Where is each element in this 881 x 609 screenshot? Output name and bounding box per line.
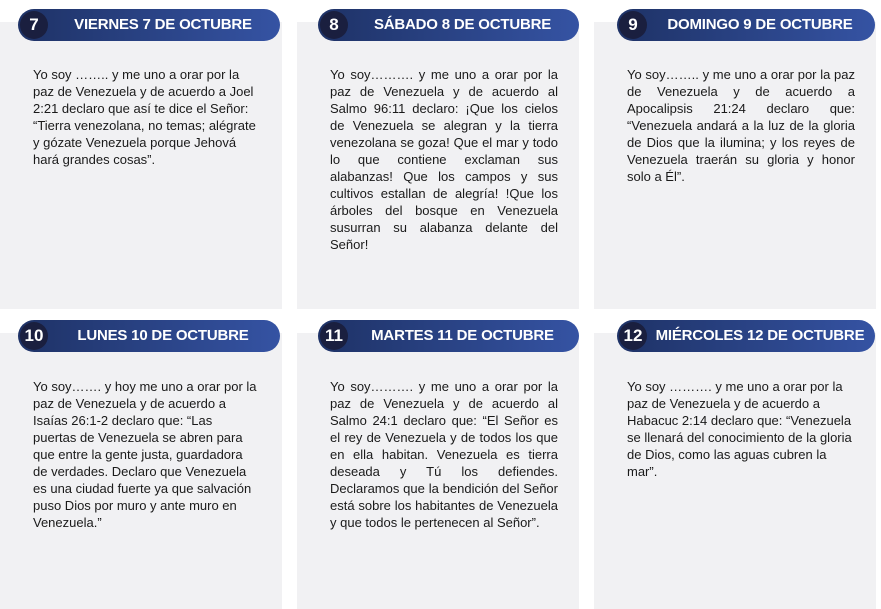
day-number-badge: 7 <box>20 11 48 39</box>
day-prayer-text-12: Yo soy ………. y me uno a orar por la paz de Venezuela y de acuerdo a Habacuc 2:14 declaro que: “Venezuela se llenará del conocimiento de la gloria de Dios, como las aguas cubren la mar”. <box>627 379 852 479</box>
day-title: LUNES 10 DE OCTUBRE <box>77 327 249 344</box>
day-number-badge: 9 <box>619 11 647 39</box>
day-prayer-text-8: Yo soy………. y me uno a orar por la paz de Venezuela y de acuerdo al Salmo 96:11 declaro: ¡Que los cielos de Venezuela se alegran y la tierra venezolana se goza! Que el mar y todo lo que contiene exclaman sus alabanzas! Que los campos y sus cultivos estallan de alegría! !Que los árboles del bosque en Venezuela susurran su alabanza delante del Señor! <box>330 67 558 252</box>
day-prayer-text-7: Yo soy …….. y me uno a orar por la paz de Venezuela y de acuerdo a Joel 2:21 declaro que así te dice el Señor: “Tierra venezolana, no temas; alégrate y gózate Venezuela porque Jehová hará grandes cosas”. <box>33 67 256 167</box>
day-title: MIÉRCOLES 12 DE OCTUBRE <box>655 327 865 344</box>
day-title: VIERNES 7 DE OCTUBRE <box>74 16 252 33</box>
day-prayer-text-10: Yo soy……. y hoy me uno a orar por la paz de Venezuela y de acuerdo a Isaías 26:1-2 declaro que: “Las puertas de Venezuela se abren para que entre la gente justa, guardadora de verdades. Declaro que Venezuela es una ciudad fuerte ya que salvación puso Dios por muro y ante muro en Venezuela.” <box>33 379 257 530</box>
day-title: MARTES 11 DE OCTUBRE <box>371 327 554 344</box>
day-header-9 <box>617 9 875 41</box>
day-prayer-text-11: Yo soy………. y me uno a orar por la paz de Venezuela y de acuerdo al Salmo 24:1 declaro que: “El Señor es el rey de Venezuela y de todos los que en ella habitan. Venezuela es tierra deseada y Tú los defiendes. Declaramos que la bendición del Señor está sobre los habitantes de Venezuela y que todos le pertenecen al Señor”. <box>330 379 558 530</box>
day-number-badge: 8 <box>320 11 348 39</box>
day-header-10 <box>18 320 280 352</box>
day-title: SÁBADO 8 DE OCTUBRE <box>373 16 552 33</box>
day-number-badge: 11 <box>320 322 348 350</box>
day-header-12 <box>617 320 875 352</box>
day-title: DOMINGO 9 DE OCTUBRE <box>667 16 853 33</box>
day-header-8 <box>318 9 579 41</box>
day-header-11 <box>318 320 579 352</box>
day-prayer-text-9: Yo soy…….. y me uno a orar por la paz de Venezuela y de acuerdo a Apocalipsis 21:24 declaro que: “Venezuela andará a la luz de la gloria de Dios que la ilumina; y los reyes de Venezuela traerán su gloria y honor solo a Él”. <box>627 67 855 184</box>
day-number-badge: 12 <box>619 322 647 350</box>
day-number-badge: 10 <box>20 322 48 350</box>
day-header-7 <box>18 9 280 41</box>
